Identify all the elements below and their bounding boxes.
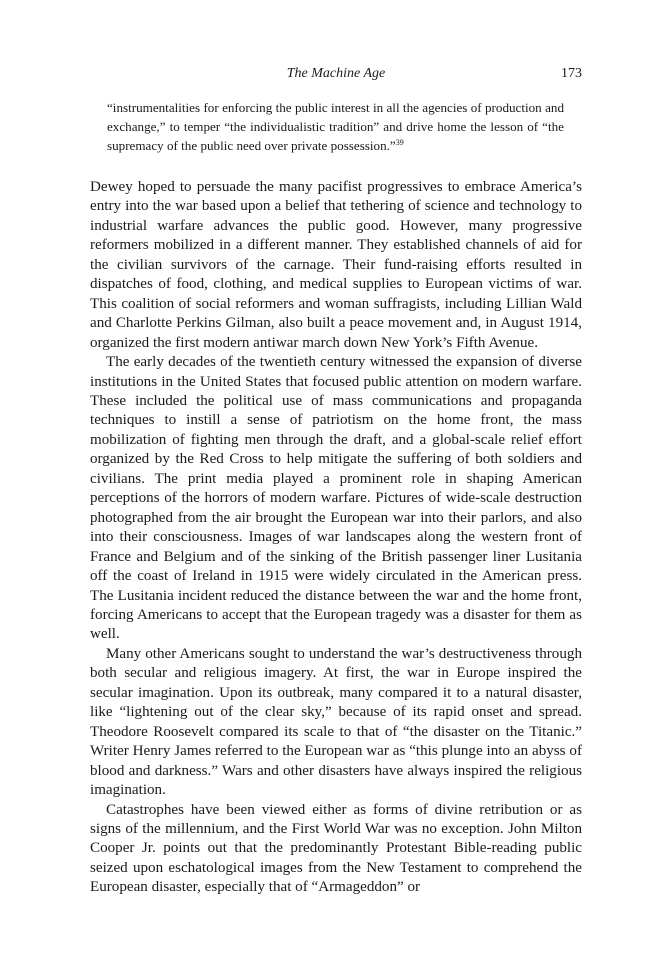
running-title: The Machine Age (286, 66, 386, 81)
block-quote-text: “instrumentalities for enforcing the public interest in all the agencies of production and exchange,” to temper “the individualistic tradition” and drive home the lesson of “the supremacy of the public need over private possession.” (107, 100, 564, 153)
paragraph: Dewey hoped to persuade the many pacifist progressives to embrace America’s entry into the war based upon a belief that tethering of science and technology to industrial warfare advances the public good. However, many progressive reformers mobilized in a different manner. They established channels of aid for the civilian survivors of the carnage. Their fund-raising efforts resulted in dispatches of food, clothing, and medical supplies to European victims of war. This coalition of social reformers and woman suffragists, including Lillian Wald and Charlotte Perkins Gilman, also built a peace movement and, in August 1914, organized the first modern antiwar march down New York’s Fifth Avenue. (90, 179, 582, 351)
block-quote (107, 98, 564, 155)
paragraph: Many other Americans sought to understand the war’s destructiveness through both secular and religious imagery. At first, the war in Europe inspired the secular imagination. Upon its outbreak, many compared it to a natural disaster, like “lightening out of the clear sky,” because of its rapid onset and spread. Theodore Roosevelt compared its scale to that of “the disaster on the Titanic.” Writer Henry James referred to the European war as “this plunge into an abyss of blood and darkness.” Wars and other disasters have always inspired the religious imagination. (90, 645, 582, 799)
footnote-reference: 39 (395, 138, 404, 147)
running-head (90, 66, 582, 86)
paragraph: Catastrophes have been viewed either as forms of divine retribution or as signs of the millennium, and the First World War was no exception. John Milton Cooper Jr. points out that the predominantly Protestant Bible-reading public seized upon eschatological images from the New Testament to comprehend the European disaster, especially that of “Armageddon” or (90, 801, 582, 896)
page-number: 173 (561, 66, 582, 81)
paragraph: The early decades of the twentieth century witnessed the expansion of diverse institutions in the United States that focused public attention on modern warfare. These included the political use of mass communications and propaganda techniques to instill a sense of patriotism on the home front, the mass mobilization of fighting men through the draft, and a global-scale relief effort organized by the Red Cross to help mitigate the suffering of both soldiers and civilians. The print media played a prominent role in shaping American perceptions of the horrors of modern warfare. Pictures of wide-scale destruction photographed from the air brought the European war into their parlors, and also into their consciousness. Images of war landscapes along the western front of France and Belgium and of the sinking of the British passenger liner Lusitania off the coast of Ireland in 1915 were widely circulated in the American press. The Lusitania incident reduced the distance between the war and the home front, forcing Americans to accept that the European tragedy was a disaster for them as well. (90, 354, 582, 643)
body-text (90, 178, 582, 898)
